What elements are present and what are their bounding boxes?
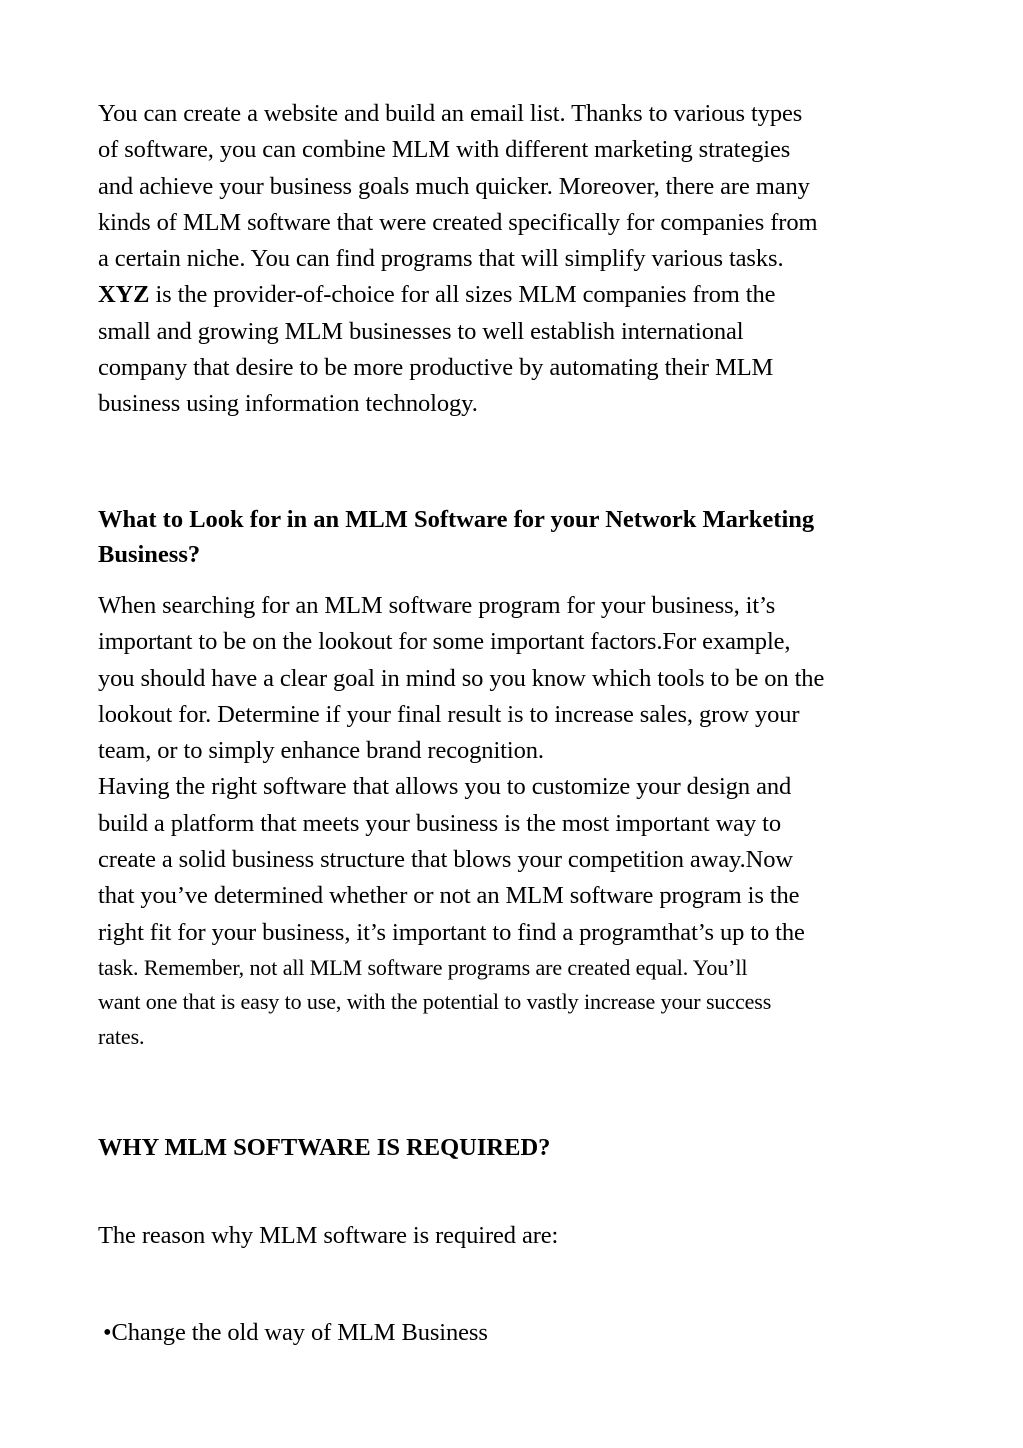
what-to-look-for-paragraph [98, 588, 824, 1054]
text-line [98, 277, 817, 313]
text-line: task. Remember, not all MLM software programs are created equal. You’ll [98, 954, 748, 980]
text-line: build a platform that meets your business is the most important way to [98, 809, 781, 837]
heading-line: Business? [98, 541, 201, 568]
text-line: The reason why MLM software is required are: [98, 1222, 559, 1249]
text-line: create a solid business structure that blows your competition away.Now [98, 846, 793, 874]
brand-line-text: is the provider-of-choice for all sizes MLM companies from the [149, 281, 776, 309]
text-line: and achieve your business goals much quicker. Moreover, there are many [98, 172, 810, 200]
heading-line: WHY MLM SOFTWARE IS REQUIRED? [98, 1134, 551, 1161]
text-line: that you’ve determined whether or not an MLM software program is the [98, 882, 800, 910]
intro-paragraph [98, 96, 817, 423]
text-line: Having the right software that allows you to customize your design and [98, 773, 792, 801]
text-line: rates. [98, 1023, 145, 1049]
text-line: a certain niche. You can find programs that will simplify various tasks. [98, 245, 784, 273]
text-line: kinds of MLM software that were created specifically for companies from [98, 208, 818, 236]
bullet-item [103, 1315, 488, 1351]
text-line: want one that is easy to use, with the potential to vastly increase your success [98, 989, 772, 1015]
heading-line: What to Look for in an MLM Software for your Network Marketing [98, 506, 815, 533]
brand-name: XYZ [98, 281, 150, 309]
text-line: business using information technology. [98, 390, 478, 418]
text-line: right fit for your business, it’s important to find a programthat’s up to the [98, 918, 805, 946]
section-heading-what-to-look-for [98, 502, 814, 572]
text-line: important to be on the lookout for some important factors.For example, [98, 628, 791, 656]
why-required-intro [98, 1218, 558, 1254]
text-line: of software, you can combine MLM with different marketing strategies [98, 136, 791, 164]
text-line: small and growing MLM businesses to well establish international [98, 317, 744, 345]
text-line: team, or to simply enhance brand recognition. [98, 737, 544, 765]
bullet-text: •Change the old way of MLM Business [103, 1319, 488, 1346]
text-line: You can create a website and build an email list. Thanks to various types [98, 100, 803, 127]
text-line: lookout for. Determine if your final result is to increase sales, grow your [98, 700, 800, 728]
text-line: company that desire to be more productive by automating their MLM [98, 354, 774, 382]
text-line: When searching for an MLM software program for your business, it’s [98, 592, 776, 619]
text-line: you should have a clear goal in mind so you know which tools to be on the [98, 664, 825, 692]
section-heading-why-required [98, 1130, 550, 1165]
